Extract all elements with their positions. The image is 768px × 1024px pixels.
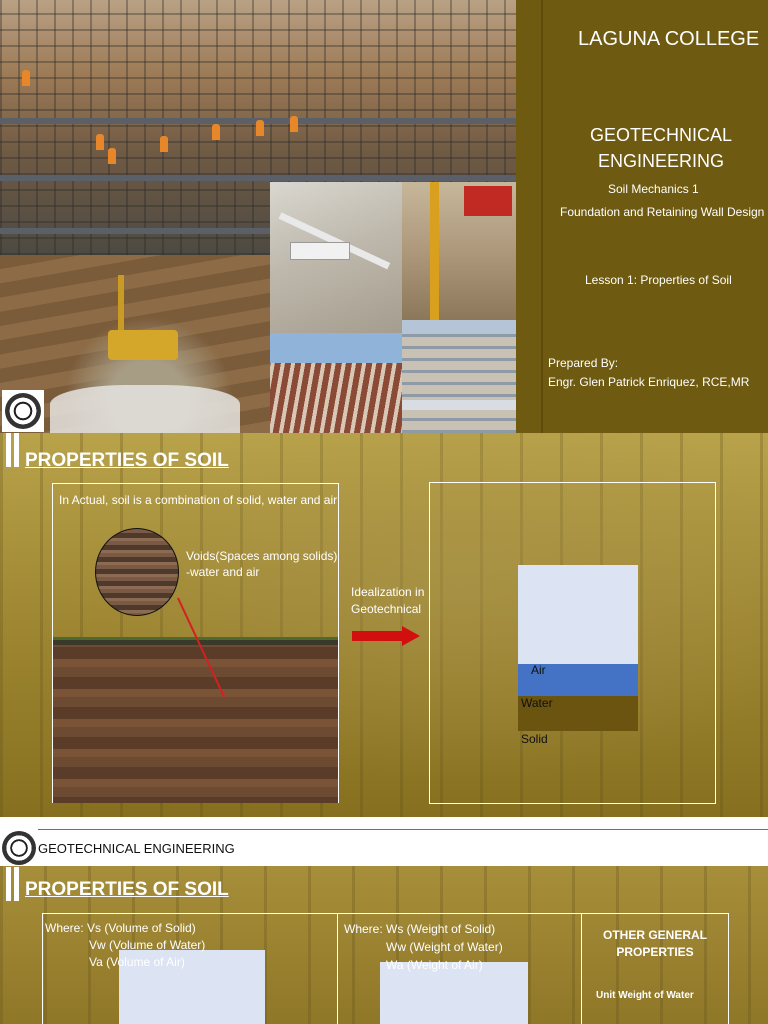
volume-where: Where: Vs (Volume of Solid) bbox=[45, 921, 196, 935]
slide-title: PROPERTIES OF SOIL bbox=[25, 450, 229, 471]
title-slide bbox=[0, 0, 768, 433]
right-arrow-icon bbox=[352, 626, 420, 646]
subject-2: Foundation and Retaining Wall Design bbox=[560, 205, 765, 219]
title-bars bbox=[6, 433, 20, 467]
air-phase bbox=[518, 565, 638, 664]
actual-soil-box bbox=[52, 483, 339, 803]
unit-weight-water: Unit Weight of Water bbox=[596, 990, 694, 1001]
slide-body bbox=[0, 866, 768, 1024]
college-logo bbox=[2, 390, 44, 432]
college-seal-icon bbox=[5, 393, 41, 429]
divider bbox=[541, 0, 543, 433]
volume-column bbox=[43, 914, 338, 1024]
soil-magnifier bbox=[95, 528, 179, 616]
college-name: LAGUNA COLLEGE bbox=[578, 28, 760, 50]
weight-air: Wa (Weight of Air) bbox=[386, 958, 483, 972]
volume-air: Va (Volume of Air) bbox=[89, 955, 185, 969]
header-rule bbox=[38, 829, 768, 830]
idealization-label: Idealization in Geotechnical bbox=[351, 585, 425, 616]
course-title: GEOTECHNICAL ENGINEERING bbox=[589, 125, 733, 171]
air-label: Air bbox=[531, 663, 546, 677]
pile-caps-photo bbox=[270, 333, 402, 433]
properties-slide-1 bbox=[0, 433, 768, 817]
concrete-pump-photo bbox=[270, 182, 402, 333]
pile-driver-photo bbox=[402, 182, 516, 320]
soil-profile-photo bbox=[53, 637, 338, 803]
prepared-label: Prepared By: bbox=[548, 356, 619, 370]
college-seal-icon bbox=[2, 831, 36, 865]
properties-table bbox=[42, 913, 729, 1024]
weight-column bbox=[338, 914, 582, 1024]
properties-slide-2 bbox=[0, 827, 768, 1024]
voids-label: Voids(Spaces among solids) -water and air bbox=[186, 549, 338, 579]
slide-header: GEOTECHNICAL ENGINEERING bbox=[38, 841, 235, 856]
author-name: Engr. Glen Patrick Enriquez, RCE,MR bbox=[548, 375, 750, 389]
slide-title: PROPERTIES OF SOIL bbox=[25, 879, 229, 900]
other-properties-title: OTHER GENERAL PROPERTIES bbox=[602, 928, 707, 959]
subject-1: Soil Mechanics 1 bbox=[608, 182, 699, 196]
solid-label: Solid bbox=[521, 732, 548, 746]
intro-text: In Actual, soil is a combination of solid, water and air bbox=[59, 493, 338, 507]
phase-diagram-box bbox=[429, 482, 716, 804]
lesson-title: Lesson 1: Properties of Soil bbox=[585, 273, 732, 287]
other-properties-column bbox=[582, 914, 728, 1024]
weight-where: Where: Ws (Weight of Solid) bbox=[344, 922, 496, 936]
volume-water: Vw (Volume of Water) bbox=[89, 938, 206, 952]
weight-water: Ww (Weight of Water) bbox=[386, 940, 503, 954]
title-bars bbox=[6, 867, 20, 901]
pile-field-photo bbox=[402, 320, 516, 433]
water-label: Water bbox=[521, 696, 553, 710]
